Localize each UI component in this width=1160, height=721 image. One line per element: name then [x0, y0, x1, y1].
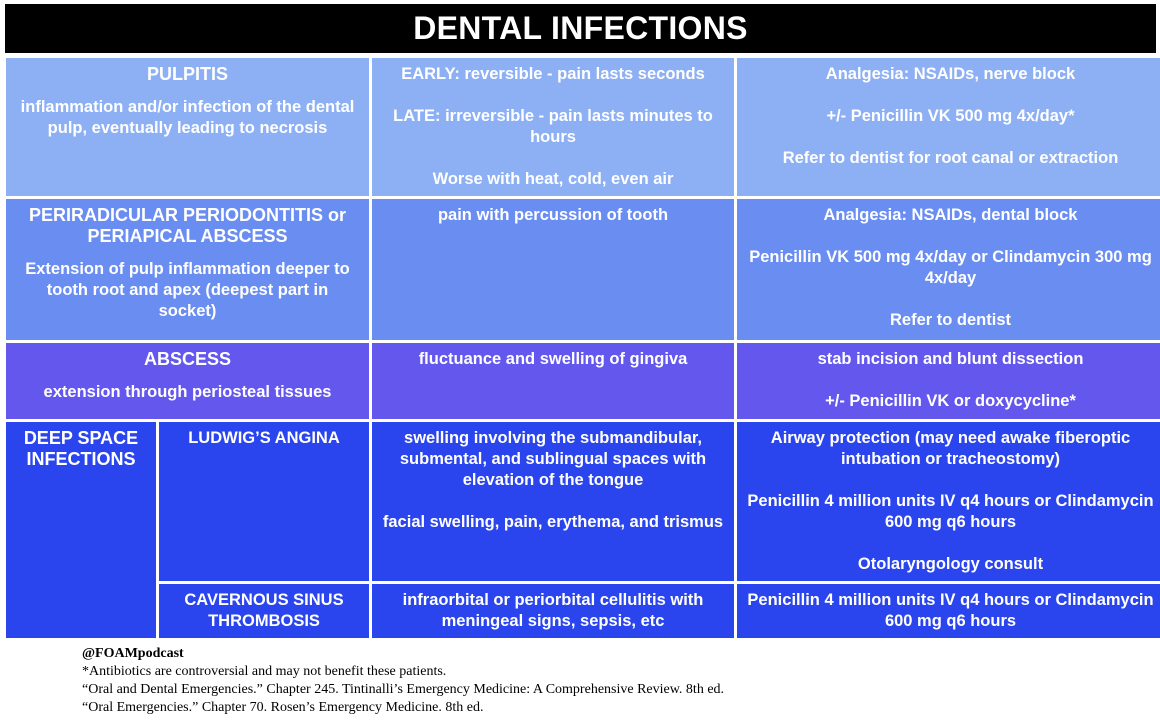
row-pulpitis	[6, 58, 1160, 196]
periradicular-treatment-referral: Refer to dentist	[889, 311, 1011, 329]
cavernous-name-cell	[159, 584, 369, 638]
ludwig-treatment-airway: Airway protection (may need awake fiberoptic intubation or tracheostomy)	[770, 429, 1131, 468]
footer-reference-rosen: “Oral Emergencies.” Chapter 70. Rosen’s Emergency Medicine. 8th ed.	[82, 700, 484, 715]
ludwig-treatment-consult: Otolaryngology consult	[857, 555, 1044, 573]
pulpitis-name: PULPITIS	[146, 64, 228, 84]
deep-space-cell	[6, 422, 156, 638]
footer-antibiotic-note: *Antibiotics are controversial and may not benefit these patients.	[82, 664, 447, 679]
cavernous-symptom: infraorbital or periorbital cellulitis with meningeal signs, sepsis, etc	[402, 591, 704, 630]
ludwig-symptom-swelling: swelling involving the submandibular, submental, and sublingual spaces with elevation of the tongue	[399, 429, 707, 489]
pulpitis-symptom-early: EARLY: reversible - pain lasts seconds	[401, 65, 705, 83]
ludwig-symptoms-cell	[372, 422, 734, 581]
pulpitis-treatment-cell	[737, 58, 1160, 196]
abscess-treatment-antibiotic: +/- Penicillin VK or doxycycline*	[825, 392, 1076, 410]
row-abscess	[6, 343, 1160, 419]
periradicular-treatment-antibiotic: Penicillin VK 500 mg 4x/day or Clindamycin 300 mg 4x/day	[749, 248, 1152, 287]
abscess-condition-cell	[6, 343, 369, 419]
abscess-symptoms-cell	[372, 343, 734, 419]
pulpitis-symptoms-cell	[372, 58, 734, 196]
periradicular-treatment-analgesia: Analgesia: NSAIDs, dental block	[823, 206, 1078, 224]
pulpitis-symptom-triggers: Worse with heat, cold, even air	[432, 170, 674, 188]
cavernous-treatment-cell	[737, 584, 1160, 638]
cavernous-name: CAVERNOUS SINUS THROMBOSIS	[184, 591, 344, 630]
periradicular-symptoms-cell	[372, 199, 734, 340]
cavernous-treatment-antibiotic: Penicillin 4 million units IV q4 hours or Clindamycin 600 mg q6 hours	[747, 591, 1154, 630]
ludwig-treatment-cell	[737, 422, 1160, 581]
pulpitis-treatment-antibiotic: +/- Penicillin VK 500 mg 4x/day*	[826, 107, 1075, 125]
periradicular-treatment-cell	[737, 199, 1160, 340]
ludwig-name-cell	[159, 422, 369, 581]
pulpitis-treatment-referral: Refer to dentist for root canal or extraction	[782, 149, 1119, 167]
row-ludwig	[6, 422, 1160, 581]
ludwig-symptom-facial: facial swelling, pain, erythema, and trismus	[382, 513, 724, 531]
pulpitis-condition-cell	[6, 58, 369, 196]
row-periradicular	[6, 199, 1160, 340]
footer-notes	[82, 645, 724, 717]
pulpitis-description: inflammation and/or infection of the dental pulp, eventually leading to necrosis	[20, 98, 355, 137]
periradicular-condition-cell	[6, 199, 369, 340]
pulpitis-symptom-late: LATE: irreversible - pain lasts minutes to hours	[393, 107, 713, 146]
ludwig-treatment-antibiotic: Penicillin 4 million units IV q4 hours or Clindamycin 600 mg q6 hours	[747, 492, 1154, 531]
abscess-name: ABSCESS	[143, 349, 232, 369]
ludwig-name: LUDWIG’S ANGINA	[188, 429, 340, 447]
abscess-description: extension through periosteal tissues	[43, 383, 332, 401]
periradicular-symptom: pain with percussion of tooth	[437, 206, 669, 224]
abscess-symptom: fluctuance and swelling of gingiva	[418, 350, 688, 368]
dental-infections-table	[3, 55, 1160, 641]
periradicular-name: PERIRADICULAR PERIODONTITIS or PERIAPICAL ABSCESS	[28, 205, 346, 246]
deep-space-name: DEEP SPACE INFECTIONS	[23, 428, 139, 469]
footer-reference-tintinalli: “Oral and Dental Emergencies.” Chapter 245. Tintinalli’s Emergency Medicine: A Comprehensive Review. 8th ed.	[82, 682, 725, 697]
abscess-treatment-incision: stab incision and blunt dissection	[817, 350, 1084, 368]
periradicular-description: Extension of pulp inflammation deeper to tooth root and apex (deepest part in socket)	[25, 260, 350, 320]
page-title: DENTAL INFECTIONS	[5, 4, 1156, 53]
abscess-treatment-cell	[737, 343, 1160, 419]
pulpitis-treatment-analgesia: Analgesia: NSAIDs, nerve block	[825, 65, 1076, 83]
cavernous-symptoms-cell	[372, 584, 734, 638]
row-cavernous	[6, 584, 1160, 638]
footer-handle: @FOAMpodcast	[82, 646, 184, 661]
